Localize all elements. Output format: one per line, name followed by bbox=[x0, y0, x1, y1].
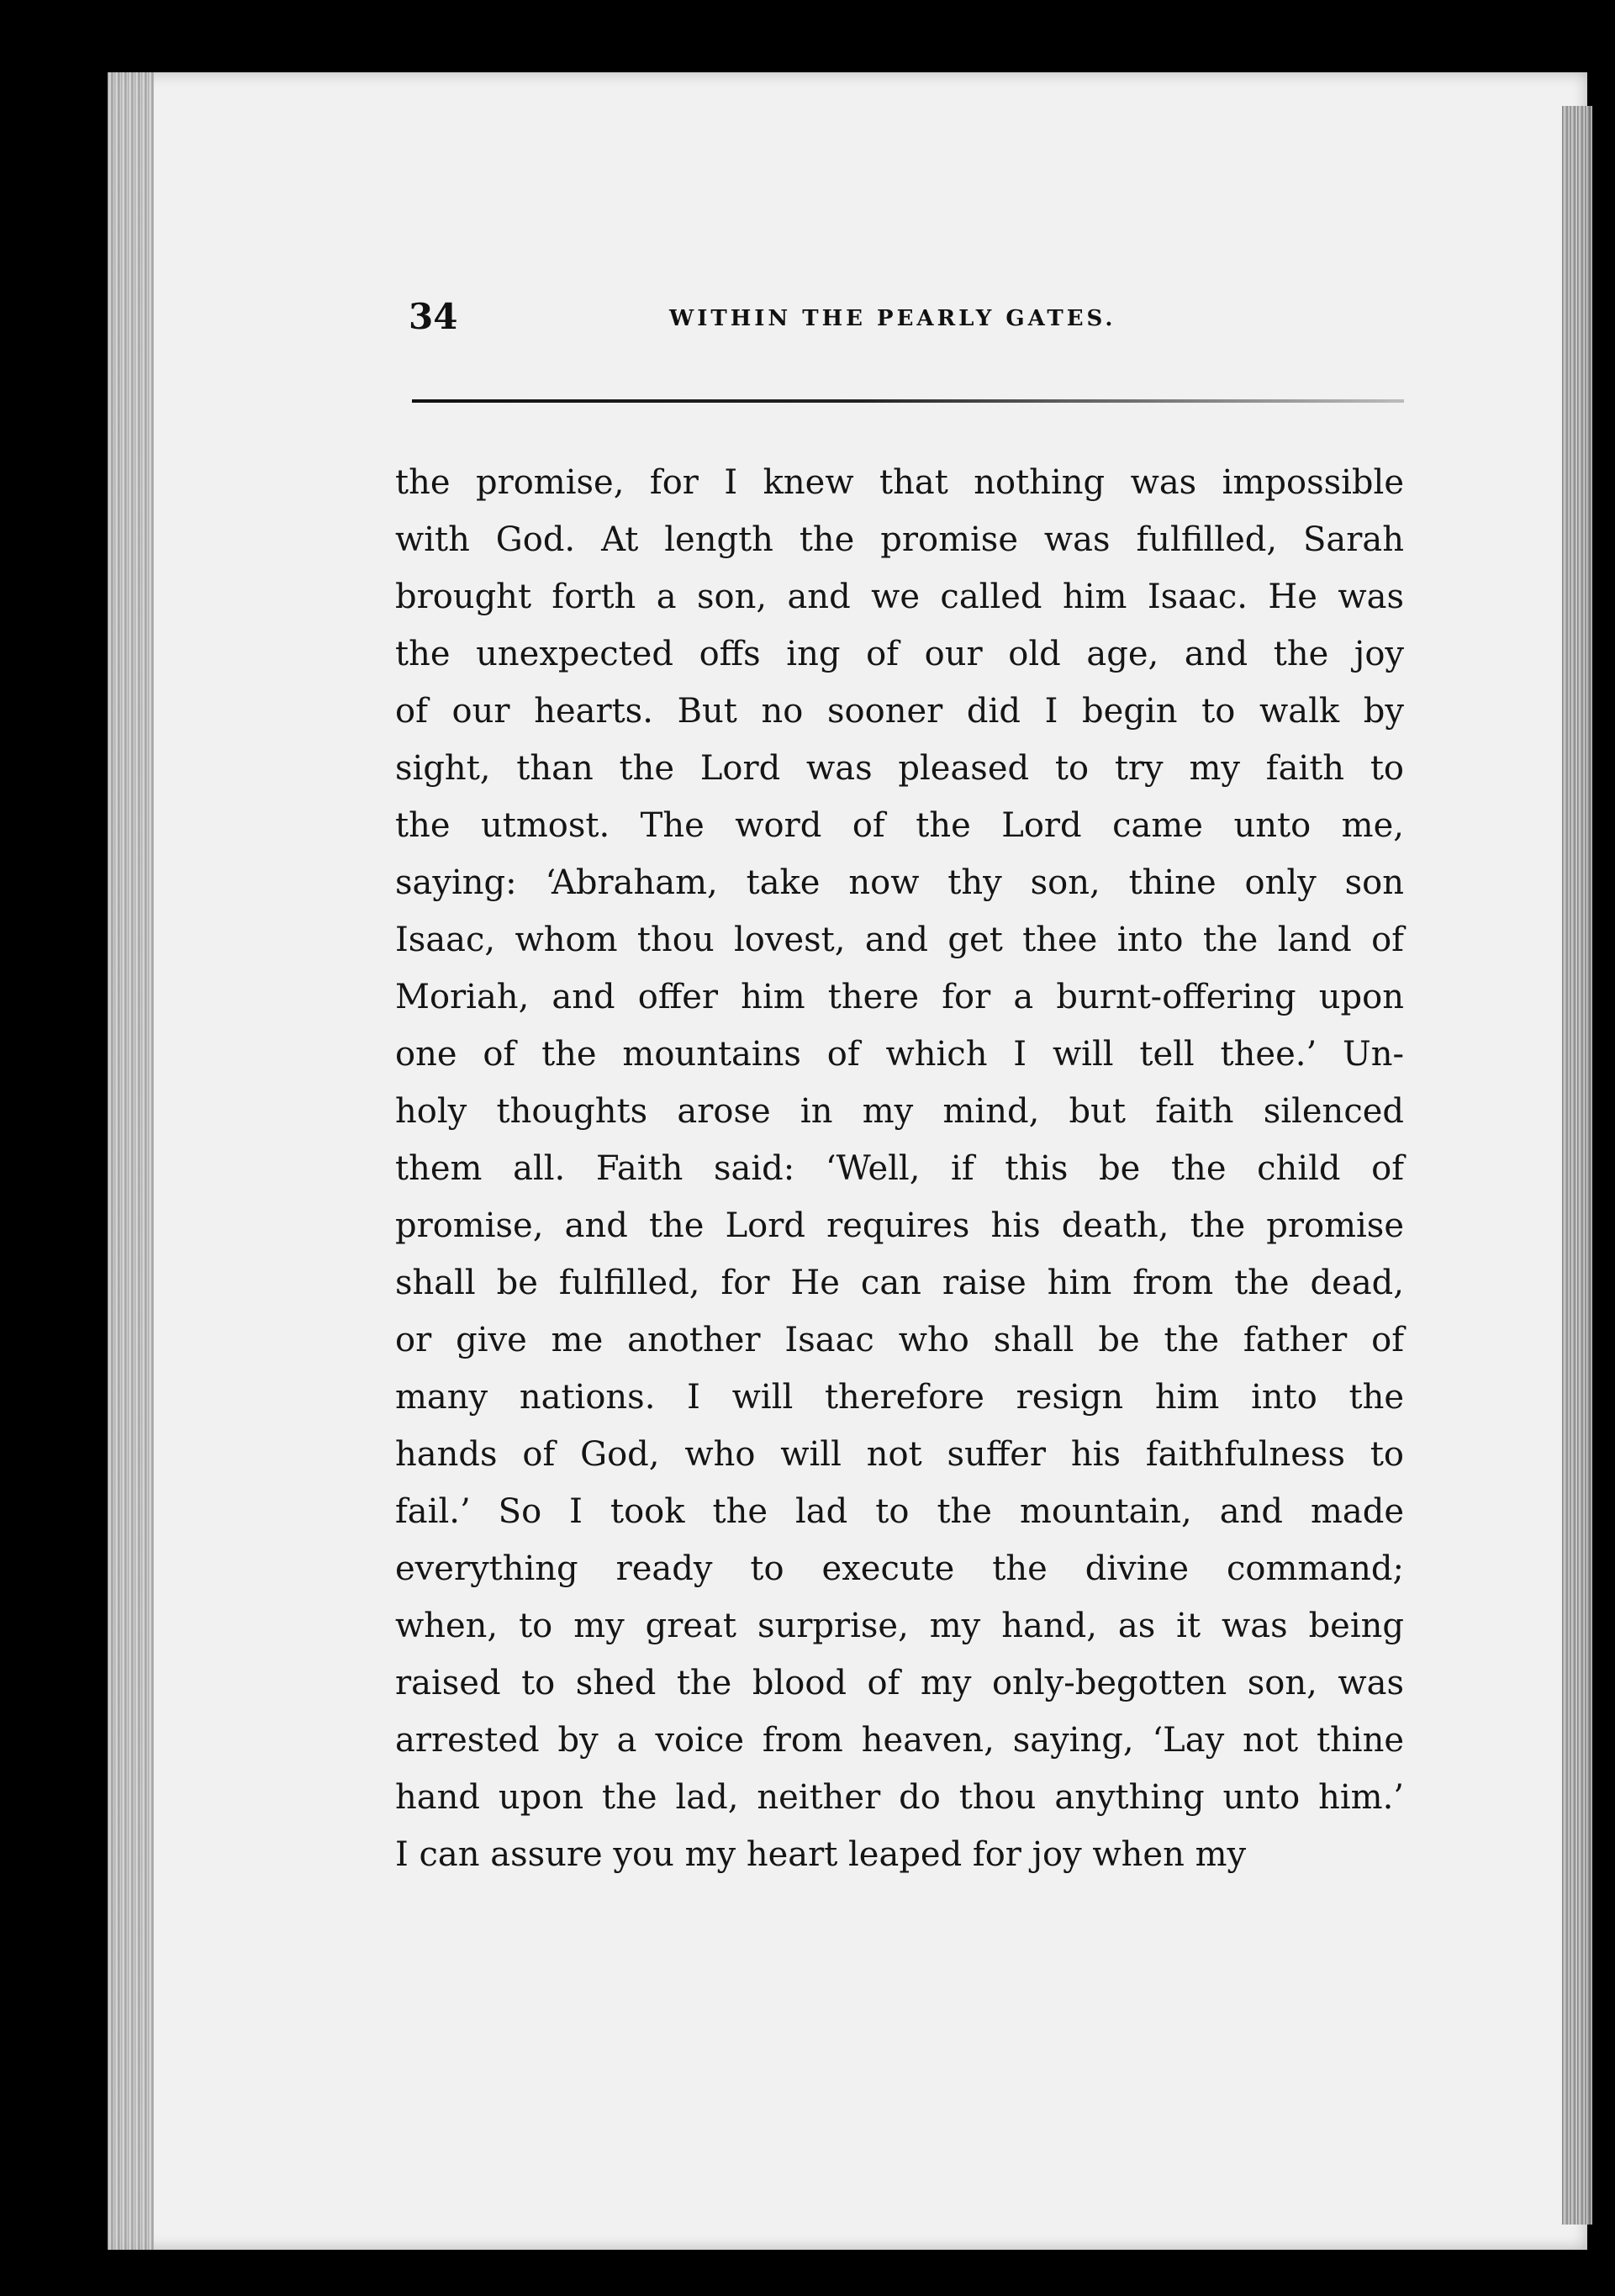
text-line: Isaac, whom thou lovest, and get thee into the land of bbox=[395, 921, 1404, 959]
header-rule bbox=[412, 399, 1404, 403]
text-line: brought forth a son, and we called him Isaac. He was bbox=[395, 578, 1404, 616]
text-line: them all. Faith said: ‘Well, if this be the child of bbox=[395, 1149, 1404, 1188]
text-line: when, to my great surprise, my hand, as it was being bbox=[395, 1607, 1404, 1645]
body-text bbox=[395, 454, 1404, 1883]
page-edge-left bbox=[108, 72, 154, 2250]
text-line: hand upon the lad, neither do thou anything unto him.’ bbox=[395, 1778, 1404, 1817]
text-line: shall be fulfilled, for He can raise him from the dead, bbox=[395, 1264, 1404, 1302]
text-line: I can assure you my heart leaped for joy when my bbox=[395, 1835, 1247, 1874]
page-edge-right bbox=[1562, 106, 1592, 2225]
page-header bbox=[409, 296, 1401, 346]
text-line: saying: ‘Abraham, take now thy son, thine only son bbox=[395, 863, 1404, 902]
text-line: the utmost. The word of the Lord came unto me, bbox=[395, 806, 1404, 845]
text-line: raised to shed the blood of my only-begotten son, was bbox=[395, 1664, 1404, 1702]
text-line: hands of God, who will not suffer his faithfulness to bbox=[395, 1435, 1404, 1474]
text-line: arrested by a voice from heaven, saying, ‘Lay not thine bbox=[395, 1721, 1404, 1760]
text-line: everything ready to execute the divine command; bbox=[395, 1549, 1404, 1588]
text-line: or give me another Isaac who shall be the father of bbox=[395, 1321, 1404, 1359]
text-line: promise, and the Lord requires his death, the promise bbox=[395, 1206, 1404, 1245]
text-line: Moriah, and offer him there for a burnt-offering upon bbox=[395, 978, 1404, 1016]
text-line: of our hearts. But no sooner did I begin to walk by bbox=[395, 692, 1404, 731]
text-line: one of the mountains of which I will tell thee.’ Un- bbox=[395, 1035, 1404, 1074]
text-line: with God. At length the promise was fulfilled, Sarah bbox=[395, 520, 1404, 559]
text-line: the promise, for I knew that nothing was impossible bbox=[395, 463, 1404, 502]
text-line: fail.’ So I took the lad to the mountain, and made bbox=[395, 1492, 1404, 1531]
page-number: 34 bbox=[409, 296, 458, 337]
text-line: many nations. I will therefore resign him into the bbox=[395, 1378, 1404, 1417]
text-line: the unexpected offs ing of our old age, and the joy bbox=[395, 635, 1404, 673]
text-line: sight, than the Lord was pleased to try my faith to bbox=[395, 749, 1404, 788]
text-line: holy thoughts arose in my mind, but faith silenced bbox=[395, 1092, 1404, 1131]
running-title: WITHIN THE PEARLY GATES. bbox=[669, 306, 1116, 331]
